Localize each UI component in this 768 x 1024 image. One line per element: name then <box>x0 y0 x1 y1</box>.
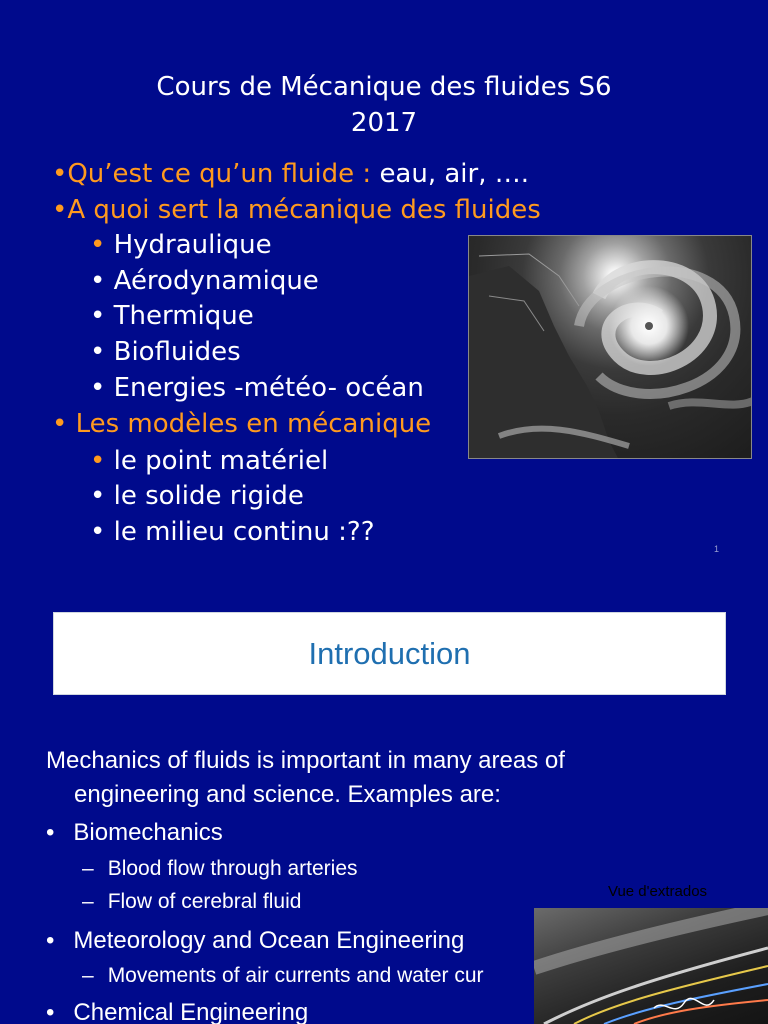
bullet-dot: • <box>90 373 106 403</box>
bullet-dot: • <box>90 266 106 296</box>
example-subitem <box>82 962 484 990</box>
application-label: Biofluides <box>113 337 241 367</box>
hurricane-satellite-image <box>468 235 752 459</box>
dash-marker: – <box>82 857 94 880</box>
example-subitem-label: Movements of air currents and water cur <box>107 964 484 987</box>
introduction-header-box <box>53 612 726 695</box>
application-item <box>90 229 272 261</box>
dash-marker: – <box>82 964 94 987</box>
example-label: Meteorology and Ocean Engineering <box>73 927 465 954</box>
question-purpose: •A quoi sert la mécanique des fluides <box>52 195 541 225</box>
models-heading: • Les modèles en mécanique <box>52 409 432 439</box>
wing-image-caption: Vue d'extrados <box>608 883 708 900</box>
model-item <box>90 445 328 477</box>
bullet-dot: • <box>90 337 106 367</box>
bullet-dot: • <box>46 927 55 954</box>
model-item <box>90 480 304 512</box>
bullet-dot: • <box>46 999 55 1024</box>
page-number: 1 <box>714 544 720 554</box>
model-label: le milieu continu :?? <box>113 517 375 547</box>
example-label: Chemical Engineering <box>73 999 309 1024</box>
application-label: Energies -météo- océan <box>113 373 424 403</box>
wing-streamlines-illustration <box>534 908 768 1024</box>
wing-flow-visualization-image <box>534 908 768 1024</box>
bullet-dot: • <box>90 517 106 547</box>
application-label: Hydraulique <box>113 230 272 260</box>
bullet-dot: • <box>46 819 55 846</box>
introduction-heading: Introduction <box>308 635 471 671</box>
application-item <box>90 372 424 404</box>
example-subitem-label: Blood flow through arteries <box>107 857 358 880</box>
bullet-dot: • <box>90 301 106 331</box>
model-item <box>90 516 375 548</box>
bullet-dot: • <box>90 230 106 260</box>
hurricane-illustration <box>469 236 752 459</box>
question-fluid-value: eau, air, …. <box>379 159 530 189</box>
application-item <box>90 265 319 297</box>
question-fluid <box>52 158 529 190</box>
example-item <box>46 818 223 848</box>
example-subitem <box>82 855 358 883</box>
example-subitem-label: Flow of cerebral fluid <box>107 890 302 913</box>
example-subitem <box>82 888 301 916</box>
dash-marker: – <box>82 890 94 913</box>
example-item <box>46 926 464 956</box>
question-fluid-label: •Qu’est ce qu’un fluide : <box>52 159 380 189</box>
example-item <box>46 998 308 1024</box>
application-item <box>90 336 241 368</box>
application-label: Thermique <box>113 301 254 331</box>
application-item <box>90 300 254 332</box>
intro-paragraph-line2: engineering and science. Examples are: <box>74 781 501 808</box>
bullet-dot: • <box>90 446 106 476</box>
slide-title-line1: Cours de Mécanique des fluides S6 <box>156 72 612 102</box>
model-label: le point matériel <box>113 446 329 476</box>
application-label: Aérodynamique <box>113 266 319 296</box>
model-label: le solide rigide <box>113 481 304 511</box>
example-label: Biomechanics <box>73 819 223 846</box>
slide-title-line2: 2017 <box>350 108 418 138</box>
bullet-dot: • <box>90 481 106 511</box>
intro-paragraph-line1: Mechanics of fluids is important in many areas of <box>46 747 565 774</box>
